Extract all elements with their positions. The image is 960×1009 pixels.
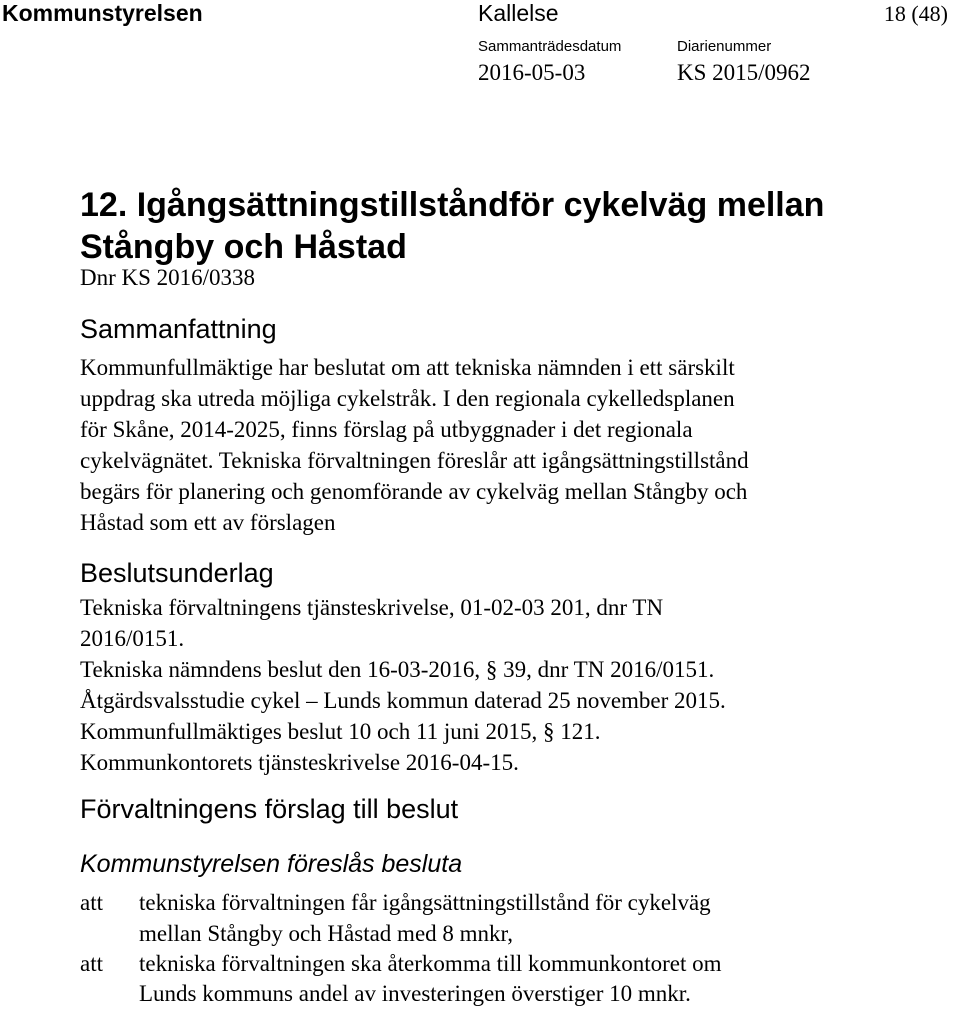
agenda-item-title-line-1: 12. Igångsättningstillståndför cykelväg mellan	[80, 186, 825, 224]
proposal-item-text: Lunds kommuns andel av investeringen överstiger 10 mnkr.	[139, 981, 691, 1006]
basis-line: Åtgärdsvalsstudie cykel – Lunds kommun daterad 25 november 2015.	[80, 688, 726, 713]
summary-line: Kommunfullmäktige har beslutat om att tekniska nämnden i ett särskilt	[80, 355, 735, 380]
summary-line: begärs för planering och genomförande av cykelväg mellan Stångby och	[80, 479, 748, 504]
decision-basis-heading: Beslutsunderlag	[80, 558, 274, 588]
proposal-heading: Förvaltningens förslag till beslut	[80, 794, 459, 824]
header-organization: Kommunstyrelsen	[2, 0, 203, 26]
meeting-date-label: Sammanträdesdatum	[478, 38, 622, 55]
registry-number-label: Diarienummer	[677, 38, 772, 55]
case-number: Dnr KS 2016/0338	[80, 265, 256, 290]
proposal-item-prefix: att	[80, 951, 103, 976]
proposal-item-text: tekniska förvaltningen ska återkomma till kommunkontoret om	[139, 951, 722, 976]
agenda-item-title-line-2: Stångby och Håstad	[80, 228, 407, 266]
proposal-item-prefix: att	[80, 890, 103, 915]
basis-line: 2016/0151.	[80, 626, 185, 651]
decision-basis-list	[80, 592, 900, 778]
proposal-subheading: Kommunstyrelsen föreslås besluta	[80, 850, 463, 878]
header-document-type: Kallelse	[478, 0, 559, 26]
registry-number: KS 2015/0962	[677, 60, 811, 85]
basis-line: Tekniska förvaltningens tjänsteskrivelse, 01-02-03 201, dnr TN	[80, 595, 664, 620]
proposal-item-text: mellan Stångby och Håstad med 8 mnkr,	[139, 921, 514, 946]
header-page-number: 18 (48)	[883, 1, 948, 26]
meeting-date: 2016-05-03	[478, 60, 586, 85]
summary-heading: Sammanfattning	[80, 314, 277, 344]
basis-line: Tekniska nämndens beslut den 16-03-2016, § 39, dnr TN 2016/0151.	[80, 657, 715, 682]
summary-line: för Skåne, 2014-2025, finns förslag på utbyggnader i det regionala	[80, 417, 693, 442]
summary-text	[80, 352, 900, 538]
basis-line: Kommunkontorets tjänsteskrivelse 2016-04-15.	[80, 750, 519, 775]
summary-line: cykelvägnätet. Tekniska förvaltningen föreslår att igångsättningstillstånd	[80, 448, 749, 473]
summary-line: uppdrag ska utreda möjliga cykelstråk. I den regionala cykelledsplanen	[80, 386, 735, 411]
summary-line: Håstad som ett av förslagen	[80, 510, 336, 535]
proposal-item-text: tekniska förvaltningen får igångsättningstillstånd för cykelväg	[139, 890, 711, 915]
agenda-item-title	[80, 184, 824, 268]
basis-line: Kommunfullmäktiges beslut 10 och 11 juni 2015, § 121.	[80, 719, 601, 744]
